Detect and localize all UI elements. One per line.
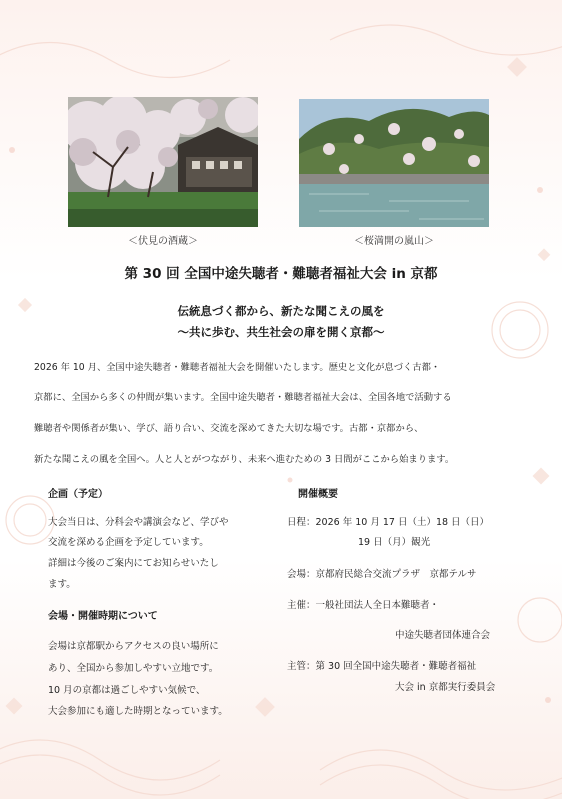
plan-heading: 企画（予定）	[48, 489, 108, 500]
overview-organizer-line-1: 主管：第 30 回全国中途失聴者・難聴者福祉	[287, 661, 477, 672]
venue-line-2: あり、全国から参加しやすい立地です。	[48, 663, 219, 674]
overview-date-line-2: 19 日（月）観光	[358, 537, 431, 548]
intro-line-4: 新たな聞こえの風を全国へ。人と人とがつながり、未来へ進むための 3 日間がここから始まります。	[34, 454, 455, 465]
intro-line-1: 2026 年 10 月、全国中途失聴者・難聴者福祉大会を開催いたします。歴史と文化が息づく古都・	[34, 362, 441, 373]
plan-line-2: 交流を深める企画を予定しています。	[48, 537, 209, 548]
venue-line-3: 10 月の京都は過ごしやすい気候で、	[48, 685, 206, 696]
plan-line-1: 大会当日は、分科会や講演会など、学びや	[48, 517, 229, 528]
subtitle-line-2: ～共に歩む、共生社会の扉を開く京都～	[177, 325, 385, 339]
plan-line-3: 詳細は今後のご案内にてお知らせいたし	[48, 558, 219, 569]
overview-heading: 開催概要	[298, 489, 338, 500]
overview-host-line-1: 主催：一般社団法人全日本難聴者・	[287, 600, 440, 611]
photo-fushimi-sake-brewery	[68, 97, 258, 227]
venue-heading: 会場・開催時期について	[48, 611, 158, 622]
intro-line-3: 難聴者や関係者が集い、学び、語り合い、交流を深めてきた大切な場です。古都・京都から、	[34, 423, 424, 434]
venue-line-1: 会場は京都駅からアクセスの良い場所に	[48, 641, 219, 652]
plan-line-4: ます。	[48, 579, 76, 590]
venue-line-4: 大会参加にも適した時期となっています。	[48, 706, 228, 717]
page-title: 第 30 回 全国中途失聴者・難聴者福祉大会 in 京都	[124, 266, 438, 282]
photo-caption-left: ＜伏見の酒蔵＞	[128, 236, 198, 247]
subtitle-line-1: 伝統息づく都から、新たな聞こえの風を	[177, 304, 385, 318]
overview-host-line-2: 中途失聴者団体連合会	[395, 630, 491, 641]
overview-date-line-1: 日程：2026 年 10 月 17 日（土）18 日（日）	[287, 517, 490, 528]
intro-line-2: 京都に、全国から多くの仲間が集います。全国中途失聴者・難聴者福祉大会は、全国各地で活動する	[34, 392, 452, 403]
photo-caption-right: ＜桜満開の嵐山＞	[354, 236, 434, 247]
overview-organizer-line-2: 大会 in 京都実行委員会	[395, 682, 496, 693]
photo-arashiyama	[299, 99, 489, 227]
overview-place: 会場：京都府民総合交流プラザ 京都テルサ	[287, 569, 477, 580]
